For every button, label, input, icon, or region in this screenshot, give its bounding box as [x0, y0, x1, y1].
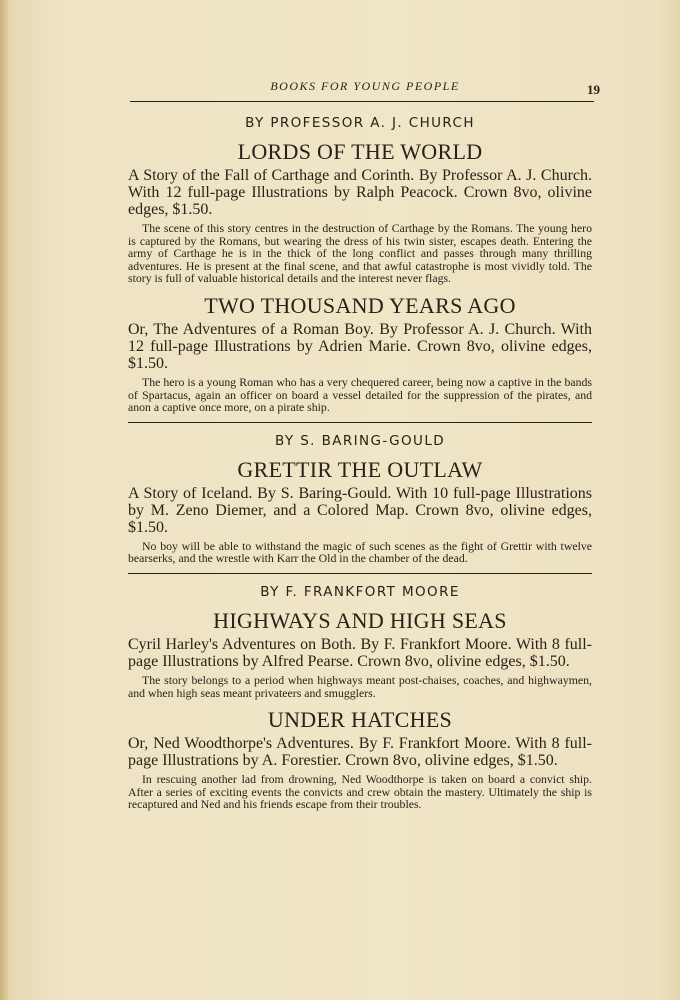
book-summary: In rescuing another lad from drowning, Ned Woodthorpe is taken on board a convict ship. After a series of exciting events the convicts and crew obtain the mastery. Ultimately the ship is recaptured and Ned and his friends escape from their troubles. — [128, 772, 592, 812]
book-title: LORDS OF THE WORLD — [237, 139, 483, 164]
book-title: GRETTIR THE OUTLAW — [237, 456, 483, 482]
book-description: Or, Ned Woodthorpe's Adventures. By F. Frankfort Moore. With 8 full-page Illustrations by A. Forestier. Crown 8vo, olivine edges, $1.50. — [128, 735, 592, 770]
header-rule — [130, 101, 594, 102]
book-description: Or, The Adventures of a Roman Boy. By Professor A. J. Church. With 12 full-page Illustrations by Adrien Marie. Crown 8vo, olivine edges, $1.50. — [128, 320, 592, 372]
book-title: HIGHWAYS AND HIGH SEAS — [213, 607, 507, 633]
page-number: 19 — [587, 82, 600, 97]
book-description: A Story of the Fall of Carthage and Corinth. By Professor A. J. Church. With 12 full-page Illustrations by Ralph Peacock. Crown 8vo, olivine edges, $1.50. — [128, 167, 592, 218]
author-heading: BY PROFESSOR A. J. CHURCH — [245, 115, 475, 131]
book-summary: The story belongs to a period when highways meant post-chaises, coaches, and highwaymen, and when high seas meant privateers and smugglers. — [128, 672, 592, 700]
catalog-content — [128, 115, 592, 819]
author-heading: BY S. BARING-GOULD — [274, 432, 446, 449]
section-divider — [128, 573, 592, 574]
book-summary: The scene of this story centres in the destruction of Carthage by the Romans. The young hero is captured by the Romans, but wearing the dress of his twin sister, escapes death. Entering the army of Carthage he is in the thick of the long conflict and passes through many thrilling adventures. He is present at the final scene, and that awful catastrophe is most vividly told. The story is full of valuable historical details and the interest never flags. — [128, 221, 592, 286]
book-description: Cyril Harley's Adventures on Both. By F. Frankfort Moore. With 8 full-page Illustrations by Alfred Pearse. Crown 8vo, olivine edges, $1.50. — [128, 635, 592, 670]
book-title: TWO THOUSAND YEARS AGO — [204, 292, 516, 318]
section-divider — [128, 422, 592, 423]
book-description: A Story of Iceland. By S. Baring-Gould. With 10 full-page Illustrations by M. Zeno Diemer, and a Colored Map. Crown 8vo, olivine edges, $1.50. — [128, 484, 592, 536]
book-title: UNDER HATCHES — [267, 707, 453, 733]
running-head: BOOKS FOR YOUNG PEOPLE — [270, 79, 460, 93]
book-summary: No boy will be able to withstand the magic of such scenes as the fight of Grettir with twelve bearserks, and the wrestle with Karr the Old in the chamber of the dead. — [128, 538, 592, 566]
book-summary: The hero is a young Roman who has a very chequered career, being now a captive in the bands of Spartacus, again an officer on board a vessel detailed for the suppression of the pirates, and anon a captive once more, on a pirate ship. — [128, 374, 592, 415]
page-binding-edge — [0, 0, 8, 1000]
page-header — [130, 79, 600, 99]
author-heading: BY F. FRANKFORT MOORE — [260, 583, 460, 600]
